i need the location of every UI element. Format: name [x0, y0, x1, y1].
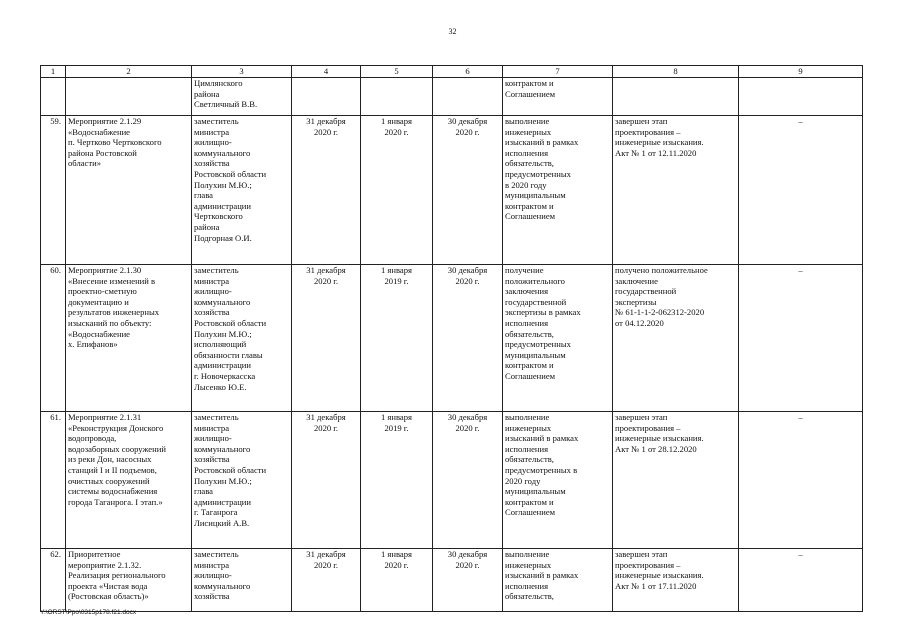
- executor-cell: заместитель министра жилищно- коммунального хозяйства Ростовской области Полухин М.Ю.; исполняющий обязанности главы администрации г. Новочеркасска Лысенко Ю.Е.: [192, 265, 292, 412]
- page-number: 32: [448, 27, 457, 36]
- planned-result-cell: выполнение инженерных изысканий в рамках исполнения обязательств, предусмотренных в 2020 году муниципальным контрактом и Соглашением: [503, 412, 613, 549]
- header-cell-1: 1: [41, 66, 66, 78]
- table-row: [41, 265, 863, 412]
- actual-end-cell: 30 декабря 2020 г.: [433, 265, 503, 412]
- problems-cell: [739, 78, 863, 116]
- row-number: 59.: [41, 116, 66, 265]
- actual-result-cell: завершен этап проектирования – инженерные изыскания. Акт № 1 от 17.11.2020: [613, 549, 739, 612]
- row-number: 62.: [41, 549, 66, 612]
- actual-end-cell: 30 декабря 2020 г.: [433, 549, 503, 612]
- actual-end-cell: 30 декабря 2020 г.: [433, 412, 503, 549]
- header-cell-6: 6: [433, 66, 503, 78]
- header-cell-7: 7: [503, 66, 613, 78]
- executor-cell: Цимлянского района Светличный В.В.: [192, 78, 292, 116]
- planned-result-cell: получение положительного заключения государственной экспертизы в рамках исполнения обязательств, предусмотренных муниципальным контрактом и Соглашением: [503, 265, 613, 412]
- event-cell: Мероприятие 2.1.29 «Водоснабжение п. Чертково Чертковского района Ростовской области»: [66, 116, 192, 265]
- actual-start-cell: 1 января 2020 г.: [361, 549, 433, 612]
- actual-result-cell: завершен этап проектирования – инженерные изыскания. Акт № 1 от 12.11.2020: [613, 116, 739, 265]
- actual-result-cell: [613, 78, 739, 116]
- events-table: [40, 65, 863, 612]
- row-number: 61.: [41, 412, 66, 549]
- executor-cell: заместитель министра жилищно- коммунального хозяйства Ростовской области Полухин М.Ю.; глава администрации г. Таганрога Лисицкий А.В.: [192, 412, 292, 549]
- planned-end-cell: [292, 78, 361, 116]
- footer-file-path: Y:\ORST\Ppo\0315p178.f21.docx: [40, 609, 137, 616]
- planned-end-cell: 31 декабря 2020 г.: [292, 116, 361, 265]
- table-row: [41, 412, 863, 549]
- planned-end-cell: 31 декабря 2020 г.: [292, 549, 361, 612]
- problems-cell: –: [739, 549, 863, 612]
- planned-end-cell: 31 декабря 2020 г.: [292, 265, 361, 412]
- header-cell-5: 5: [361, 66, 433, 78]
- actual-end-cell: [433, 78, 503, 116]
- event-cell: Мероприятие 2.1.30 «Внесение изменений в проектно-сметную документацию и результатов инженерных изысканий по объекту: «Водоснабжение х. Епифанов»: [66, 265, 192, 412]
- actual-start-cell: 1 января 2019 г.: [361, 265, 433, 412]
- row-number: 60.: [41, 265, 66, 412]
- header-cell-4: 4: [292, 66, 361, 78]
- planned-end-cell: 31 декабря 2020 г.: [292, 412, 361, 549]
- problems-cell: –: [739, 412, 863, 549]
- executor-cell: заместитель министра жилищно- коммунального хозяйства Ростовской области Полухин М.Ю.; глава администрации Чертковского района Подгорная О.И.: [192, 116, 292, 265]
- planned-result-cell: контрактом и Соглашением: [503, 78, 613, 116]
- problems-cell: –: [739, 116, 863, 265]
- header-cell-8: 8: [613, 66, 739, 78]
- table-row: [41, 116, 863, 265]
- header-row: [41, 66, 863, 78]
- actual-result-cell: получено положительное заключение государственной экспертизы № 61-1-1-2-062312-2020 от 04.12.2020: [613, 265, 739, 412]
- planned-result-cell: выполнение инженерных изысканий в рамках исполнения обязательств, предусмотренных в 2020 году муниципальным контрактом и Соглашением: [503, 116, 613, 265]
- actual-start-cell: [361, 78, 433, 116]
- planned-result-cell: выполнение инженерных изысканий в рамках исполнения обязательств,: [503, 549, 613, 612]
- actual-result-cell: завершен этап проектирования – инженерные изыскания. Акт № 1 от 28.12.2020: [613, 412, 739, 549]
- row-number: [41, 78, 66, 116]
- problems-cell: –: [739, 265, 863, 412]
- table-row: [41, 78, 863, 116]
- header-cell-9: 9: [739, 66, 863, 78]
- executor-cell: заместитель министра жилищно- коммунального хозяйства: [192, 549, 292, 612]
- event-cell: [66, 78, 192, 116]
- header-cell-3: 3: [192, 66, 292, 78]
- actual-start-cell: 1 января 2019 г.: [361, 412, 433, 549]
- actual-start-cell: 1 января 2020 г.: [361, 116, 433, 265]
- actual-end-cell: 30 декабря 2020 г.: [433, 116, 503, 265]
- event-cell: Приоритетное мероприятие 2.1.32. Реализация регионального проекта «Чистая вода (Ростовская область)»: [66, 549, 192, 612]
- table-row: [41, 549, 863, 612]
- header-cell-2: 2: [66, 66, 192, 78]
- event-cell: Мероприятие 2.1.31 «Реконструкция Донского водопровода, водозаборных сооружений из реки Дон, насосных станций I и II подъемов, очистных сооружений системы водоснабжения города Таганрога. I этап.»: [66, 412, 192, 549]
